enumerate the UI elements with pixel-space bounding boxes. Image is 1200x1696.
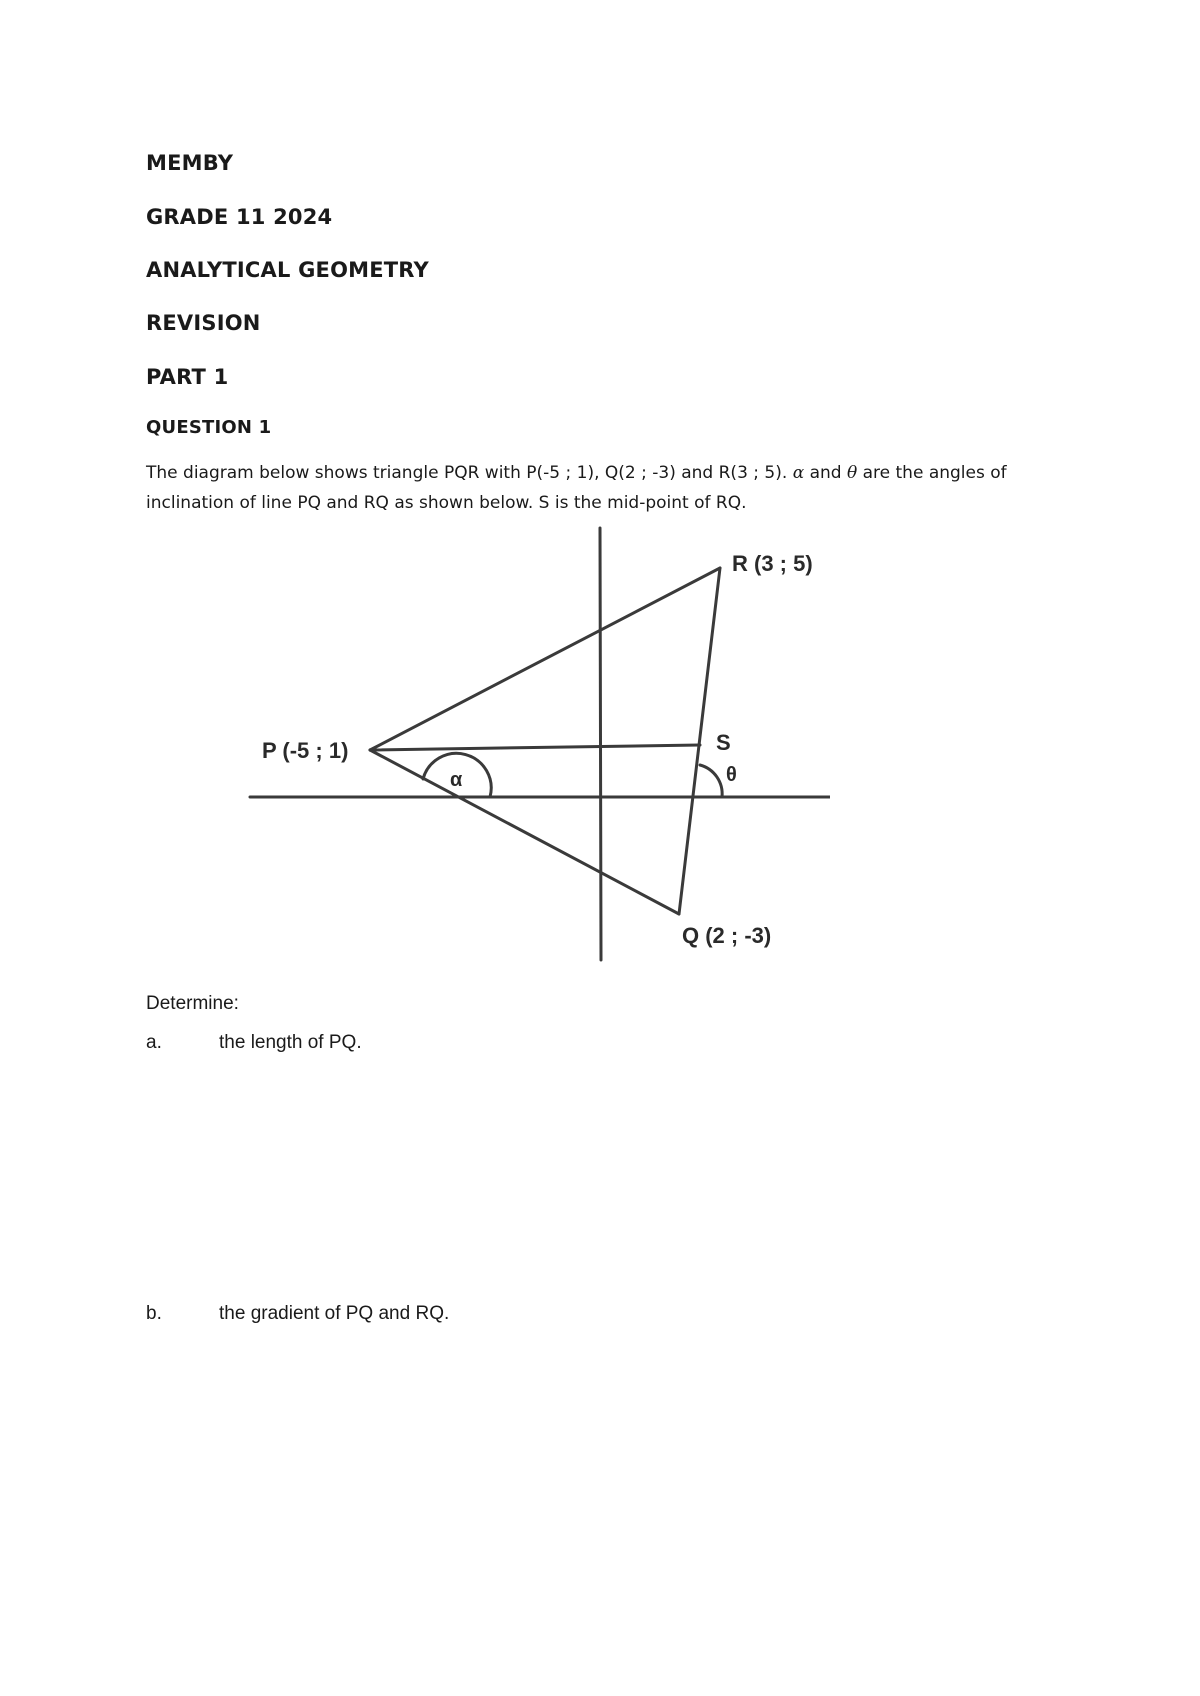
task-a-text: the length of PQ. [219,1032,362,1053]
question-title: QUESTION 1 [146,417,272,438]
question-intro [146,458,1046,518]
intro-text-3: are the angles of inclination of line PQ and RQ as shown below. S is the mid-point of RQ. [146,463,1007,513]
label-r: R (3 ; 5) [732,551,813,576]
intro-text-1: The diagram below shows triangle PQR with P(-5 ; 1), Q(2 ; -3) and R(3 ; 5). [146,463,793,483]
label-theta: θ [726,764,737,786]
task-a-letter: a. [146,1032,162,1053]
task-b-letter: b. [146,1303,162,1324]
alpha-symbol: α [792,463,805,483]
line-rq [679,568,720,914]
intro-text-2: and [804,463,847,483]
line-ps [370,745,700,750]
label-alpha: α [450,769,463,791]
part-heading: PART 1 [146,365,229,389]
theta-symbol: θ [846,463,858,483]
determine-label: Determine: [146,993,239,1014]
label-q: Q (2 ; -3) [682,923,772,948]
triangle-pqr-diagram [230,520,830,970]
label-s: S [716,730,731,755]
line-pr [370,568,720,750]
revision-heading: REVISION [146,311,261,335]
school-name: MEMBY [146,151,234,175]
subject-heading: ANALYTICAL GEOMETRY [146,258,429,282]
label-p: P (-5 ; 1) [262,738,349,763]
theta-arc [700,765,722,797]
y-axis [600,528,601,960]
grade-heading: GRADE 11 2024 [146,205,333,229]
line-pq [370,750,679,914]
task-b-text: the gradient of PQ and RQ. [219,1303,450,1324]
